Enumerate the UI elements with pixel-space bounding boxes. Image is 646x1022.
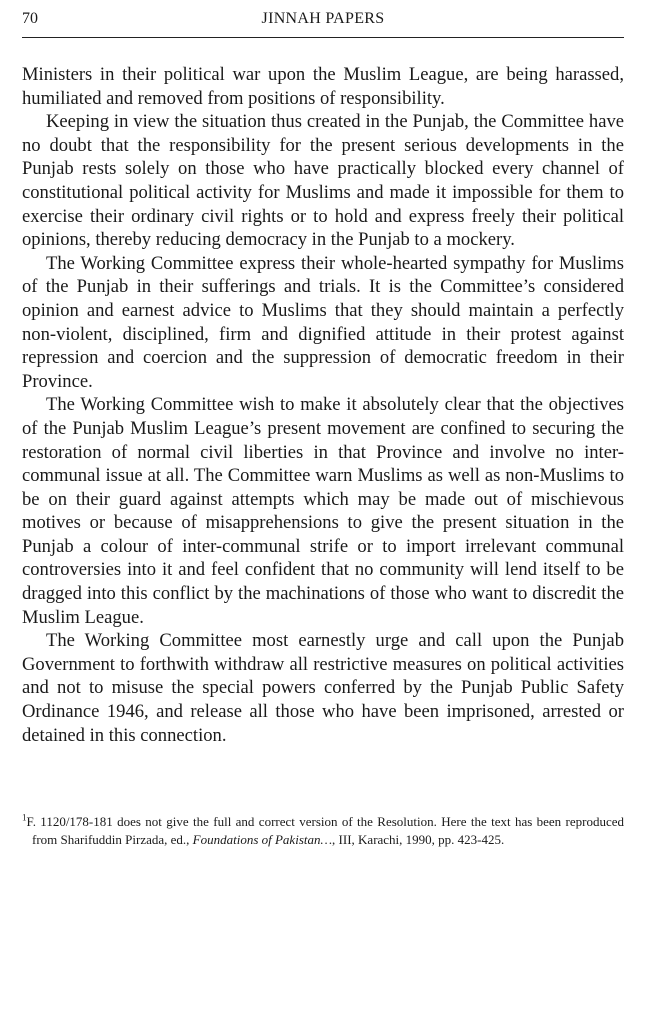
- running-title: JINNAH PAPERS: [261, 10, 385, 27]
- paragraph: The Working Committee wish to make it absolutely clear that the objectives of the Punjab Muslim League’s present movement are confined to securing the restoration of normal civil liberties in that Province and involve no inter-communal issue at all. The Committee warn Muslims as well as non-Muslims to be on their guard against attempts which may be made out of mischievous motives or because of misapprehensions to give the present situation in the Punjab a colour of inter-communal strife or to import irrelevant communal controversies into it and feel confident that no community will lend itself to be dragged into this conflict by the machinations of those who want to discredit the Muslim League.: [22, 394, 624, 628]
- page-number: 70: [22, 10, 38, 27]
- running-head: [22, 8, 624, 32]
- paragraph: The Working Committee most earnestly urge and call upon the Punjab Government to forthwith withdraw all restrictive measures on political activities and not to misuse the special powers conferred by the Punjab Public Safety Ordinance 1946, and release all those who have been imprisoned, arrested or detained in this connection.: [22, 630, 624, 746]
- paragraph-continued: Ministers in their political war upon the Muslim League, are being harassed, humiliated and removed from positions of responsibility.: [22, 64, 624, 109]
- paragraph: The Working Committee express their whole-hearted sympathy for Muslims of the Punjab in their sufferings and trials. It is the Committee’s considered opinion and earnest advice to Muslims that they should maintain a perfectly non-violent, disciplined, firm and dignified attitude in their protest against repression and coercion and the suppression of democratic freedom in their Province.: [22, 252, 624, 392]
- footnote: [22, 813, 624, 849]
- paragraph: Keeping in view the situation thus created in the Punjab, the Committee have no doubt that the responsibility for the present serious developments in the Punjab rests solely on those who have practically blocked every channel of constitutional political activity for Muslims and made it impossible for them to exercise their ordinary civil rights or to hold and express freely their political opinions, thereby reducing democracy in the Punjab to a mockery.: [22, 111, 624, 251]
- header-rule: [22, 37, 624, 38]
- footnote-book-title: Foundations of Pakistan…: [192, 831, 333, 847]
- footnote-text: [22, 813, 624, 849]
- body-text: [22, 63, 624, 747]
- footnote-text-before: F. 1120/178-181 does not give the full and correct version of the Resolution. Here the text has been reproduced from Sharifuddin Pirzada, ed.,: [26, 814, 624, 847]
- footnote-marker: 1: [22, 812, 27, 823]
- footnote-text-after: , III, Karachi, 1990, pp. 423-425.: [332, 831, 505, 847]
